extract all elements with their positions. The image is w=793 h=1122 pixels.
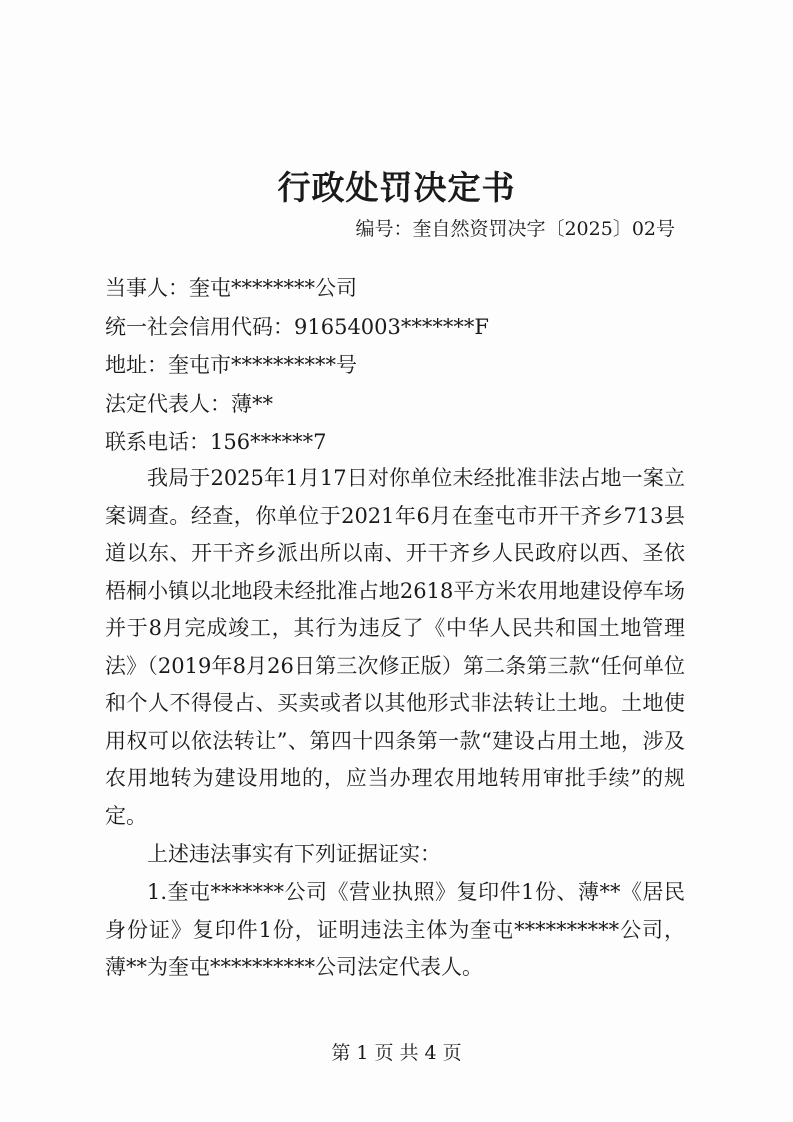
evidence-intro-paragraph: 上述违法事实有下列证据证实： (147, 842, 441, 866)
party-address: 地址：奎屯市**********号 (105, 353, 357, 377)
party-name: 当事人：奎屯********公司 (105, 276, 357, 300)
case-facts-paragraph: 我局于2025年1月17日对你单位未经批准非法占地一案立案调查。经查，你单位于2021年6月在奎屯市开干齐乡713县道以东、开干齐乡派出所以南、开干齐乡人民政府以西、圣依梧桐小镇以北地段未经批准占地2618平方米农用地建设停车场并于8月完成竣工，其行为违反了《中华人民共和国土地管理法》（2019年8月26日第三次修正版）第二条第三款“任何单位和个人不得侵占、买卖或者以其他形式非法转让土地。土地使用权可以依法转让”、第四十四条第一款“建设占用土地，涉及农用地转为建设用地的，应当办理农用地转用审批手续”的规定。 (105, 466, 685, 828)
evidence-item-1: 1.奎屯*******公司《营业执照》复印件1份、薄**《居民身份证》复印件1份，证明违法主体为奎屯**********公司，薄**为奎屯**********公司法定代表人。 (105, 880, 685, 979)
credit-code: 统一社会信用代码：91654003*******F (105, 315, 489, 339)
page-number: 第 1 页 共 4 页 (331, 1042, 462, 1064)
legal-representative: 法定代表人：薄** (105, 392, 273, 416)
contact-phone: 联系电话：156******7 (105, 430, 327, 454)
document-title: 行政处罚决定书 (277, 168, 516, 207)
document-number: 编号：奎自然资罚决字〔2025〕02号 (355, 218, 675, 240)
